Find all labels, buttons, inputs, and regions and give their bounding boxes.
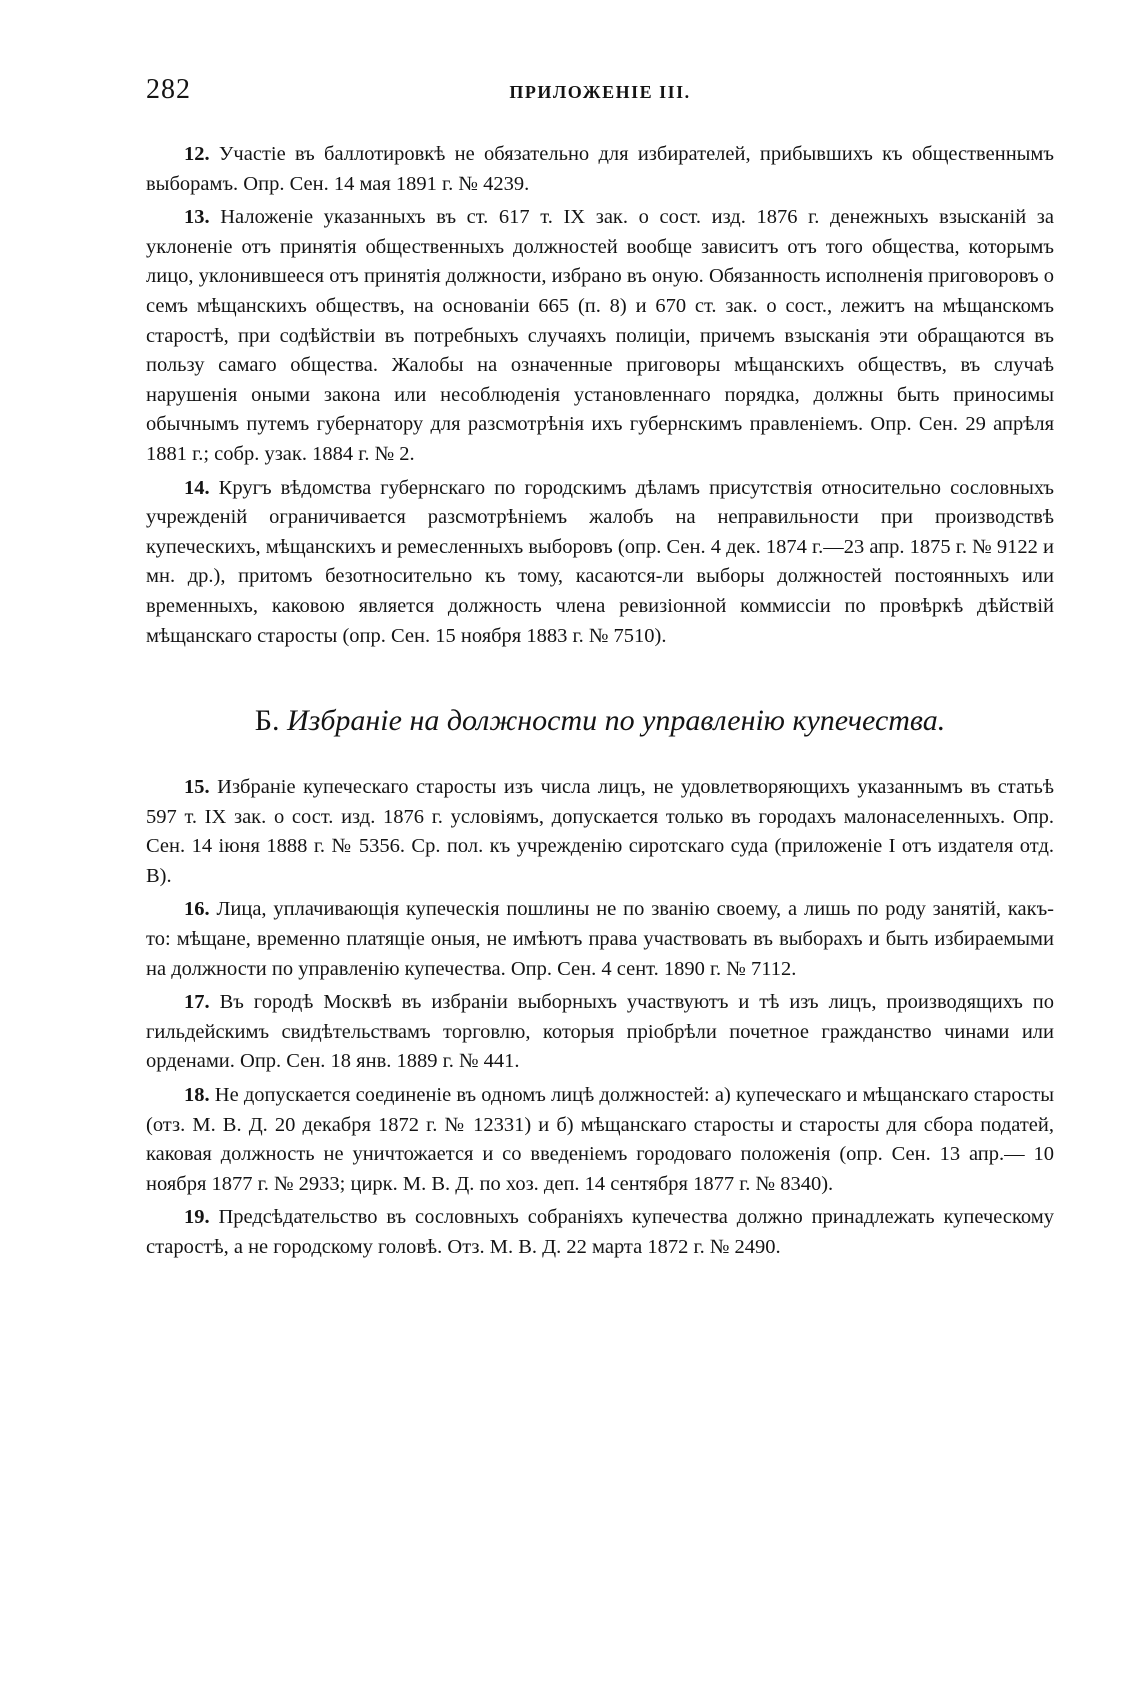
paragraph-text: Участіе въ баллотировкѣ не обязательно для избирателей, прибывшихъ къ общественнымъ выборамъ. Опр. Сен. 14 мая 1891 г. № 4239.: [146, 143, 1055, 195]
paragraph-text: Не допускается соединеніе въ одномъ лицѣ должностей: а) купеческаго и мѣщанскаго старосты (отз. М. В. Д. 20 декабря 1872 г. № 12331) и б) мѣщанскаго старосты и старосты для сбора податей, каковая должность не уничтожается и со введеніемъ городоваго положенія (опр. Сен. 13 апр.— 10 ноября 1877 г. № 2933; цирк. М. В. Д. по хоз. деп. 14 сентября 1877 г. № 8340).: [146, 1084, 1054, 1195]
paragraph-number: 13.: [184, 206, 210, 229]
paragraph-text: Лица, уплачивающія купеческія пошлины не по званію своему, а лишь по роду занятій, какъ-то: мѣщане, временно платящіе оныя, не имѣютъ права участвовать въ выборахъ и быть избираемыми на должности по управленію купечества. Опр. Сен. 4 сент. 1890 г. № 7112.: [146, 898, 1055, 980]
paragraph-text: Предсѣдательство въ сословныхъ собраніяхъ купечества должно принадлежать купеческому старостѣ, а не городскому головѣ. Отз. М. В. Д. 22 марта 1872 г. № 2490.: [146, 1206, 1054, 1258]
paragraph-number: 17.: [184, 991, 210, 1014]
paragraph-number: 18.: [184, 1084, 210, 1107]
paragraph-17: [146, 988, 1054, 1077]
paragraph-16: [146, 895, 1054, 984]
page-body: [146, 140, 1054, 1267]
paragraph-15: [146, 773, 1054, 891]
page-number: 282: [146, 74, 191, 105]
section-heading: [146, 703, 1054, 739]
paragraph-12: [146, 140, 1054, 199]
paragraph-text: Кругъ вѣдомства губернскаго по городскимъ дѣламъ присутствія относительно сословныхъ учрежденій ограничивается разсмотрѣніемъ жалобъ на неправильности при производствѣ купеческихъ, мѣщанскихъ и ремесленныхъ выборовъ (опр. Сен. 4 дек. 1874 г.—23 апр. 1875 г. № 9122 и мн. др.), притомъ безотносительно къ тому, касаются-ли выборы должностей постоянныхъ или временныхъ, каковою является должность члена ревизіонной коммиссіи по провѣркѣ дѣйствій мѣщанскаго старосты (опр. Сен. 15 ноября 1883 г. № 7510).: [146, 476, 1055, 647]
paragraph-19: [146, 1203, 1054, 1262]
paragraph-number: 15.: [184, 776, 210, 799]
paragraph-number: 19.: [184, 1206, 210, 1229]
paragraph-13: [146, 203, 1054, 469]
running-title: ПРИЛОЖЕНІЕ III.: [509, 82, 691, 102]
paragraph-number: 16.: [184, 898, 210, 921]
paragraph-number: 12.: [184, 143, 210, 165]
page-header: [146, 74, 1054, 114]
section-letter: Б.: [254, 704, 280, 738]
paragraph-14: [146, 474, 1054, 652]
paragraph-text: Наложеніе указанныхъ въ ст. 617 т. IX зак. о сост. изд. 1876 г. денежныхъ взысканій за уклоненіе отъ принятія общественныхъ должностей вообще зависитъ отъ того общества, которымъ лицо, уклонившееся отъ принятія должности, избрано въ оную. Обязанность исполненія приговоровъ о семъ мѣщанскихъ обществъ, на основаніи 665 (п. 8) и 670 ст. зак. о сост., лежитъ на мѣщанскомъ старостѣ, при содѣйствіи въ потребныхъ случаяхъ полиціи, причемъ взысканія эти обращаются въ пользу самаго общества. Жалобы на означенные приговоры мѣщанскихъ обществъ, въ случаѣ нарушенія оными закона или несоблюденія установленнаго порядка, должны быть приносимы обычнымъ путемъ губернатору для разсмотрѣнія ихъ губернскимъ правленіемъ. Опр. Сен. 29 апрѣля 1881 г.; собр. узак. 1884 г. № 2.: [146, 206, 1054, 465]
paragraph-18: [146, 1081, 1054, 1199]
paragraph-number: 14.: [184, 476, 210, 499]
paragraph-text: Избраніе купеческаго старосты изъ числа лицъ, не удовлетворяющихъ указаннымъ въ статьѣ 597 т. IX зак. о сост. изд. 1876 г. условіямъ, допускается только въ городахъ малонаселенныхъ. Опр. Сен. 14 іюня 1888 г. № 5356. Ср. пол. къ учрежденію сиротскаго суда (приложеніе I отъ издателя отд. В).: [146, 776, 1055, 887]
paragraph-text: Въ городѣ Москвѣ въ избраніи выборныхъ участвуютъ и тѣ изъ лицъ, производящихъ по гильдейскимъ свидѣтельствамъ торговлю, которыя пріобрѣли почетное гражданство чинами или орденами. Опр. Сен. 18 янв. 1889 г. № 441.: [146, 991, 1055, 1073]
section-title: Избраніе на должности по управленію купечества.: [286, 704, 946, 738]
